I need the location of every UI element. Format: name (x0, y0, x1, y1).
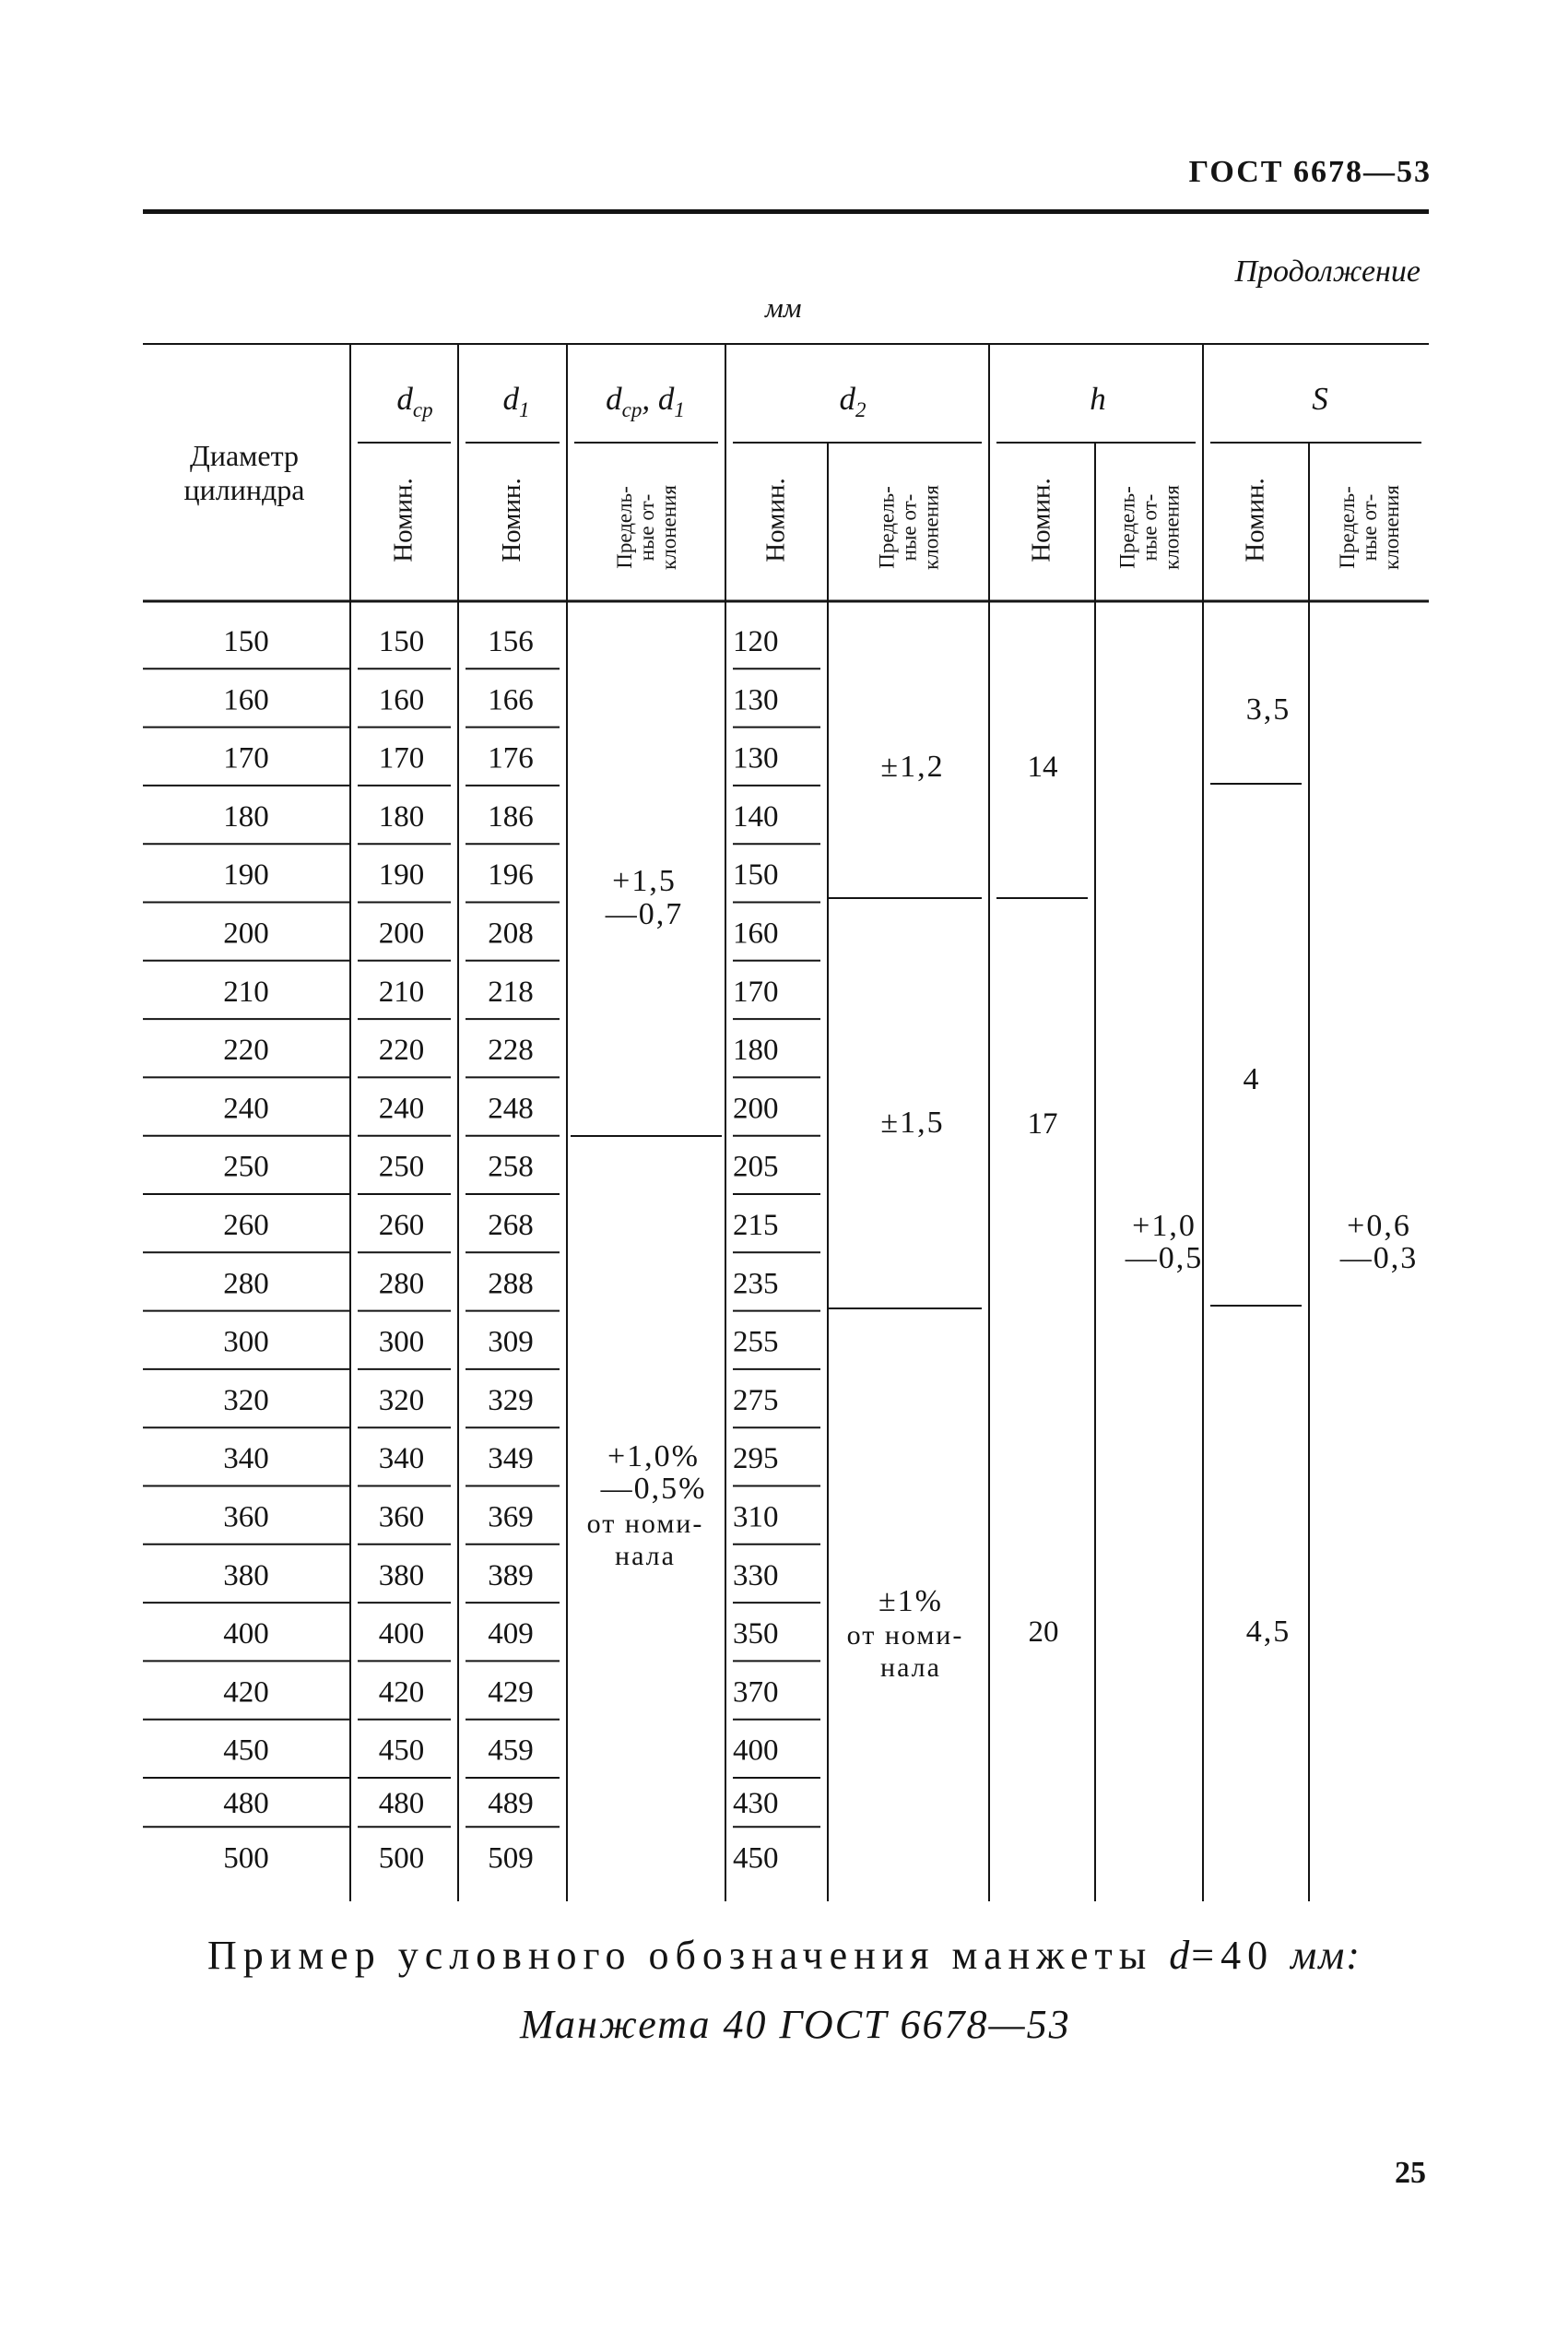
s-value-2: 4 (1243, 1062, 1261, 1096)
cell-dcp-nominal: 420 (378, 1675, 425, 1710)
cell-d1-nominal: 509 (488, 1841, 534, 1875)
cell-d2-nominal: 200 (733, 1092, 779, 1126)
cell-d2-nominal: 150 (733, 858, 779, 893)
subheader-s-limit-line: Предель- (1336, 486, 1359, 569)
cell-d2-nominal: 255 (733, 1325, 779, 1359)
cell-dcp-nominal: 200 (378, 917, 425, 951)
cell-diameter: 190 (223, 858, 269, 893)
cell-d2-nominal: 180 (733, 1034, 779, 1068)
header-h: h (1090, 381, 1106, 417)
cell-dcp-nominal: 180 (378, 799, 425, 834)
cell-d1-nominal: 489 (488, 1787, 534, 1820)
example-formula: d (1169, 1933, 1192, 1978)
cell-diameter: 180 (223, 799, 269, 834)
cell-diameter: 360 (223, 1500, 269, 1534)
cell-d2-nominal: 350 (733, 1617, 779, 1651)
cell-d2-nominal: 130 (733, 683, 779, 717)
cell-d2-nominal: 205 (733, 1150, 779, 1184)
cell-d1-nominal: 196 (488, 858, 534, 893)
dcp-d1-tol-2a: +1,0% (607, 1439, 700, 1473)
cell-dcp-nominal: 250 (378, 1150, 425, 1184)
d2-tol-1: ±1,2 (880, 750, 945, 784)
dimensions-table (143, 343, 1429, 1909)
subheader-h-limit-line: клонения (1160, 485, 1184, 570)
designation-code: Манжета 40 ГОСТ 6678—53 (520, 2002, 1071, 2047)
cell-dcp-nominal: 400 (378, 1617, 425, 1651)
cell-diameter: 320 (223, 1383, 269, 1417)
subheader-dcp-nominal (389, 478, 419, 562)
cell-d1-nominal: 208 (488, 917, 534, 951)
cell-diameter: 450 (223, 1733, 269, 1768)
subheader-d1-nominal (497, 478, 526, 562)
s-tol-b: —0,3 (1339, 1241, 1419, 1275)
cell-diameter: 420 (223, 1675, 269, 1710)
cell-diameter: 260 (223, 1209, 269, 1242)
cell-d2-nominal: 370 (733, 1675, 779, 1710)
subheader-s-limit-line: ные от- (1358, 493, 1381, 562)
cell-diameter: 220 (223, 1034, 269, 1068)
cell-d1-nominal: 268 (488, 1209, 534, 1242)
header-d2: $d_2$ (839, 381, 867, 421)
cell-diameter: 240 (223, 1092, 269, 1126)
example-unit: мм: (1291, 1933, 1362, 1978)
h-value-3: 20 (1028, 1615, 1059, 1649)
subheader-d1-nominal-line: Номин. (497, 478, 526, 562)
h-tol-b: —0,5 (1125, 1241, 1204, 1275)
cell-d1-nominal: 176 (488, 741, 534, 775)
cell-d2-nominal: 235 (733, 1267, 779, 1301)
subheader-d2-limit-line: клонения (919, 485, 943, 570)
cell-d2-nominal: 295 (733, 1442, 779, 1476)
example-lead: Пример условного обозначения манжеты (207, 1933, 1170, 1978)
cell-d2-nominal: 330 (733, 1558, 779, 1592)
cell-d2-nominal: 160 (733, 917, 779, 951)
s-tol-a: +0,6 (1347, 1209, 1411, 1243)
standard-header: ГОСТ 6678—53 (1188, 155, 1432, 189)
subheader-h-nominal (1027, 478, 1056, 562)
cell-d1-nominal: 156 (488, 625, 534, 658)
cell-dcp-nominal: 190 (378, 858, 425, 893)
cell-diameter: 210 (223, 975, 269, 1009)
dcp-d1-tol-2d: нала (615, 1541, 676, 1571)
cell-d1-nominal: 228 (488, 1034, 534, 1068)
continuation-label: Продолжение (1234, 254, 1421, 289)
cell-d1-nominal: 288 (488, 1267, 534, 1301)
header-rule (143, 209, 1429, 214)
cell-diameter: 280 (223, 1267, 269, 1301)
cell-diameter: 380 (223, 1558, 269, 1592)
cell-diameter: 150 (223, 625, 269, 658)
cell-diameter: 250 (223, 1150, 269, 1184)
cell-d1-nominal: 186 (488, 799, 534, 834)
cell-d2-nominal: 170 (733, 975, 779, 1009)
cell-d1-nominal: 429 (488, 1675, 534, 1710)
cell-d1-nominal: 389 (488, 1558, 534, 1592)
cell-dcp-nominal: 340 (378, 1442, 425, 1476)
subheader-d2-nominal-line: Номин. (760, 478, 791, 562)
cell-d2-nominal: 400 (733, 1733, 779, 1768)
subheader-dcp-d1-limit (613, 485, 680, 570)
cell-d1-nominal: 369 (488, 1500, 534, 1534)
cell-d2-nominal: 310 (733, 1500, 779, 1534)
cell-d1-nominal: 218 (488, 975, 534, 1009)
s-value-3: 4,5 (1245, 1615, 1291, 1649)
s-value-1: 3,5 (1245, 692, 1291, 727)
cell-d2-nominal: 140 (733, 799, 779, 834)
dcp-d1-tol-1b: —0,7 (605, 897, 684, 931)
cell-dcp-nominal: 280 (378, 1267, 425, 1301)
cell-d2-nominal: 430 (733, 1787, 779, 1820)
cell-dcp-nominal: 240 (378, 1092, 425, 1126)
designation-example (207, 1932, 1362, 1979)
cell-diameter: 400 (223, 1617, 269, 1651)
cell-diameter: 480 (223, 1787, 269, 1820)
d2-tol-3b: от номи- (846, 1620, 964, 1651)
cell-d2-nominal: 450 (733, 1841, 779, 1875)
cell-d1-nominal: 459 (488, 1733, 534, 1768)
example-formula-rest: =40 (1191, 1933, 1291, 1978)
d2-tol-2: ±1,5 (880, 1106, 945, 1140)
cell-dcp-nominal: 480 (378, 1787, 425, 1820)
subheader-h-limit (1116, 485, 1184, 570)
subheader-s-nominal (1241, 478, 1270, 562)
h-value-1: 14 (1027, 751, 1058, 784)
subheader-dcp-d1-limit-line: ные от- (635, 493, 658, 562)
cell-dcp-nominal: 160 (378, 683, 425, 717)
cell-dcp-nominal: 300 (378, 1325, 425, 1359)
cell-diameter: 500 (223, 1841, 269, 1875)
subheader-d2-nominal (761, 478, 791, 562)
dcp-d1-tol-2c: от номи- (586, 1509, 704, 1539)
cell-dcp-nominal: 260 (378, 1209, 425, 1242)
dcp-d1-tol-2b: —0,5% (600, 1472, 707, 1506)
cell-d1-nominal: 309 (488, 1325, 534, 1359)
cell-dcp-nominal: 450 (378, 1733, 425, 1768)
dimensions-table-svg (143, 343, 1429, 1909)
header-dcp: $d_{cp}$ (396, 381, 433, 421)
cell-d1-nominal: 329 (488, 1383, 534, 1417)
subheader-dcp-d1-limit-line: Предель- (613, 486, 636, 569)
cell-dcp-nominal: 170 (378, 741, 425, 775)
subheader-h-limit-line: ные от- (1138, 493, 1161, 562)
subheader-h-nominal-line: Номин. (1026, 478, 1056, 562)
cell-d1-nominal: 258 (488, 1150, 534, 1184)
cell-diameter: 300 (223, 1325, 269, 1359)
subheader-h-limit-line: Предель- (1115, 486, 1139, 569)
subheader-dcp-nominal-line: Номин. (388, 478, 419, 562)
subheader-d2-limit-line: Предель- (875, 486, 899, 569)
cell-dcp-nominal: 210 (378, 975, 425, 1009)
cell-dcp-nominal: 320 (378, 1383, 425, 1417)
subheader-d2-limit-line: ные от- (897, 493, 921, 562)
cell-d2-nominal: 215 (733, 1209, 779, 1242)
cell-d1-nominal: 349 (488, 1442, 534, 1476)
cell-dcp-nominal: 220 (378, 1034, 425, 1068)
d2-tol-3c: нала (880, 1652, 941, 1683)
cell-diameter: 160 (223, 683, 269, 717)
header-s: S (1312, 381, 1328, 417)
cell-diameter: 170 (223, 741, 269, 775)
h-tol-a: +1,0 (1132, 1209, 1197, 1243)
cell-d2-nominal: 275 (733, 1383, 779, 1417)
header-diameter-line2: цилиндра (183, 473, 305, 506)
cell-d1-nominal: 166 (488, 683, 534, 717)
cell-d1-nominal: 248 (488, 1092, 534, 1126)
cell-diameter: 340 (223, 1442, 269, 1476)
subheader-s-nominal-line: Номин. (1240, 478, 1270, 562)
cell-dcp-nominal: 380 (378, 1558, 425, 1592)
cell-dcp-nominal: 500 (378, 1841, 425, 1875)
h-value-2: 17 (1027, 1107, 1058, 1141)
unit-label: мм (765, 291, 802, 324)
page-number: 25 (1395, 2156, 1426, 2190)
header-diameter-line1: Диаметр (190, 439, 299, 472)
header-dcp-d1: $d_{cp}$, $d_1$ (606, 381, 685, 421)
header-d1: $d_1$ (502, 381, 530, 421)
d2-tol-3a: ±1% (878, 1584, 943, 1618)
cell-dcp-nominal: 360 (378, 1500, 425, 1534)
cell-diameter: 200 (223, 917, 269, 951)
subheader-s-limit (1336, 485, 1403, 570)
subheader-dcp-d1-limit-line: клонения (657, 485, 680, 570)
cell-dcp-nominal: 150 (378, 625, 425, 658)
cell-d2-nominal: 120 (733, 625, 779, 658)
subheader-s-limit-line: клонения (1380, 485, 1403, 570)
cell-d2-nominal: 130 (733, 741, 779, 775)
dcp-d1-tol-1a: +1,5 (612, 864, 677, 898)
cell-d1-nominal: 409 (488, 1617, 534, 1651)
subheader-d2-limit (876, 485, 943, 570)
